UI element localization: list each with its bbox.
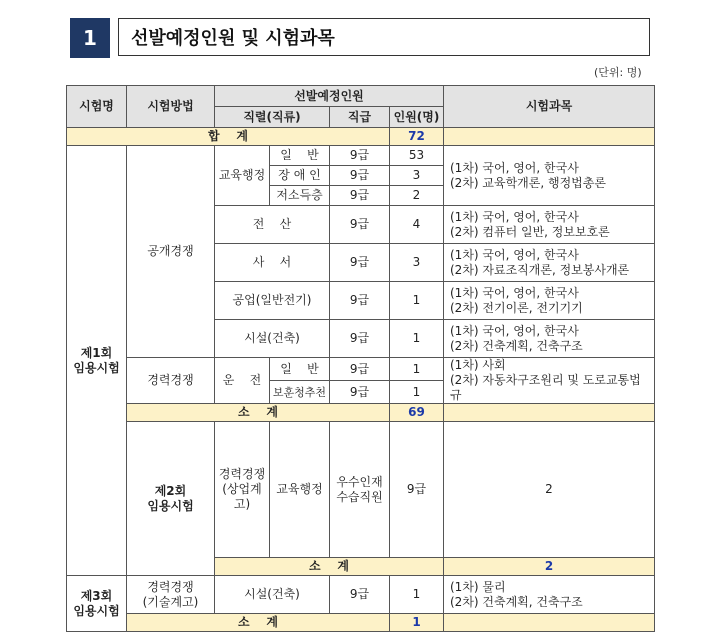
driving-subject-1: (1차) 사회 (450, 358, 506, 372)
round3-subtotal-label: 소 계 (127, 614, 390, 632)
header-grade: 직급 (330, 107, 390, 128)
round3-subjects (444, 576, 655, 614)
computer-subject-2: (2차) 컴퓨터 일반, 정보보호론 (450, 224, 610, 239)
edu-subjects (444, 146, 655, 206)
section-title: 선발예정인원 및 시험과목 (131, 28, 335, 49)
edu-lowincome-count: 2 (390, 186, 444, 206)
edu-lowincome-grade: 9급 (330, 186, 390, 206)
driving-subjects (444, 358, 655, 404)
edu-lowincome-job: 저소득층 (270, 186, 330, 206)
computer-subjects (444, 206, 655, 244)
driving-subject-2: (2차) 자동차구조원리 및 도로교통법규 (450, 373, 641, 402)
round3-method-line1: 경력경쟁 (147, 579, 194, 594)
librarian-job: 사 서 (215, 244, 330, 282)
electric-job: 공업(일반전기) (215, 282, 330, 320)
librarian-grade: 9급 (330, 244, 390, 282)
round2-job: 교육행정 (270, 422, 330, 558)
unit-note: (단위: 명) (594, 66, 642, 79)
facility-subject-2: (2차) 건축계획, 건축구조 (450, 338, 583, 353)
edu-general-grade: 9급 (330, 146, 390, 166)
facility-subjects (444, 320, 655, 358)
round2-method-line2: (상업계고) (222, 482, 262, 511)
librarian-subject-1: (1차) 국어, 영어, 한국사 (450, 247, 579, 262)
round3-name-line1: 제3회 (80, 588, 113, 603)
round3-subject-2: (2차) 건축계획, 건축구조 (450, 594, 583, 609)
round2-method-line1: 경력경쟁 (218, 467, 266, 481)
edu-subject-2: (2차) 교육학개론, 행정법총론 (450, 175, 606, 190)
total-value: 72 (390, 128, 444, 146)
driving-veteran-count: 1 (390, 381, 444, 404)
edu-general-job: 일 반 (270, 146, 330, 166)
computer-job: 전 산 (215, 206, 330, 244)
edu-disabled-count: 3 (390, 166, 444, 186)
round2-subtotal-label: 소 계 (215, 558, 444, 576)
round1-name-line2: 임용시험 (73, 360, 120, 375)
electric-subject-2: (2차) 전기이론, 전기기기 (450, 300, 583, 315)
round2-name (127, 422, 215, 576)
round3-subtotal-value: 1 (390, 614, 444, 632)
round1-subtotal-subjects (444, 404, 655, 422)
facility-job: 시설(건축) (215, 320, 330, 358)
total-label: 합 계 (67, 128, 390, 146)
electric-count: 1 (390, 282, 444, 320)
facility-count: 1 (390, 320, 444, 358)
round2-sub-job-line1: 우수인재 (336, 474, 383, 489)
driving-general-count: 1 (390, 358, 444, 381)
round3-method-line2: (기술계고) (142, 594, 199, 609)
header-planned: 선발예정인원 (215, 86, 444, 107)
driving-veteran-grade: 9급 (330, 381, 390, 404)
round3-method (127, 576, 215, 614)
round3-name (67, 576, 127, 632)
round2-subtotal-value: 2 (444, 558, 655, 576)
computer-grade: 9급 (330, 206, 390, 244)
round2-name-line2: 임용시험 (147, 498, 194, 513)
round2-sub-job (330, 422, 390, 558)
round2-name-line1: 제2회 (154, 483, 187, 498)
round3-subject-1: (1차) 물리 (450, 579, 506, 594)
round2-count: 2 (444, 422, 655, 558)
driving-job: 운 전 (215, 358, 270, 404)
round2-sub-job-line2: 수습직원 (336, 489, 383, 504)
driving-general-job: 일 반 (270, 358, 330, 381)
section-number: 1 (70, 18, 110, 58)
facility-grade: 9급 (330, 320, 390, 358)
edu-subject-1: (1차) 국어, 영어, 한국사 (450, 160, 579, 175)
edu-disabled-job: 장 애 인 (270, 166, 330, 186)
header-subjects: 시험과목 (444, 86, 655, 128)
round3-name-line2: 임용시험 (73, 603, 120, 618)
header-job: 직렬(직류) (215, 107, 330, 128)
computer-subject-1: (1차) 국어, 영어, 한국사 (450, 209, 579, 224)
librarian-subject-2: (2차) 자료조직개론, 정보봉사개론 (450, 262, 630, 277)
round1-open-method: 공개경쟁 (127, 146, 215, 358)
round2-grade: 9급 (390, 422, 444, 558)
round3-count: 1 (390, 576, 444, 614)
librarian-subjects (444, 244, 655, 282)
driving-general-grade: 9급 (330, 358, 390, 381)
header-exam-name: 시험명 (67, 86, 127, 128)
round3-subtotal-subjects (444, 614, 655, 632)
facility-subject-1: (1차) 국어, 영어, 한국사 (450, 323, 579, 338)
round1-edu-admin: 교육행정 (215, 146, 270, 206)
header-exam-method: 시험방법 (127, 86, 215, 128)
recruitment-table (66, 85, 655, 632)
computer-count: 4 (390, 206, 444, 244)
section-title-box (118, 18, 650, 56)
header-count: 인원(명) (390, 107, 444, 128)
librarian-count: 3 (390, 244, 444, 282)
round1-name-line1: 제1회 (80, 345, 113, 360)
round2-method (215, 422, 270, 558)
edu-general-count: 53 (390, 146, 444, 166)
electric-subject-1: (1차) 국어, 영어, 한국사 (450, 285, 579, 300)
round1-name (67, 146, 127, 576)
round1-career-method: 경력경쟁 (127, 358, 215, 404)
driving-veteran-job: 보훈청추천 (270, 381, 330, 404)
electric-subjects (444, 282, 655, 320)
round1-subtotal-label: 소 계 (127, 404, 390, 422)
round3-job: 시설(건축) (215, 576, 330, 614)
round1-subtotal-value: 69 (390, 404, 444, 422)
round3-grade: 9급 (330, 576, 390, 614)
edu-disabled-grade: 9급 (330, 166, 390, 186)
total-subjects (444, 128, 655, 146)
electric-grade: 9급 (330, 282, 390, 320)
